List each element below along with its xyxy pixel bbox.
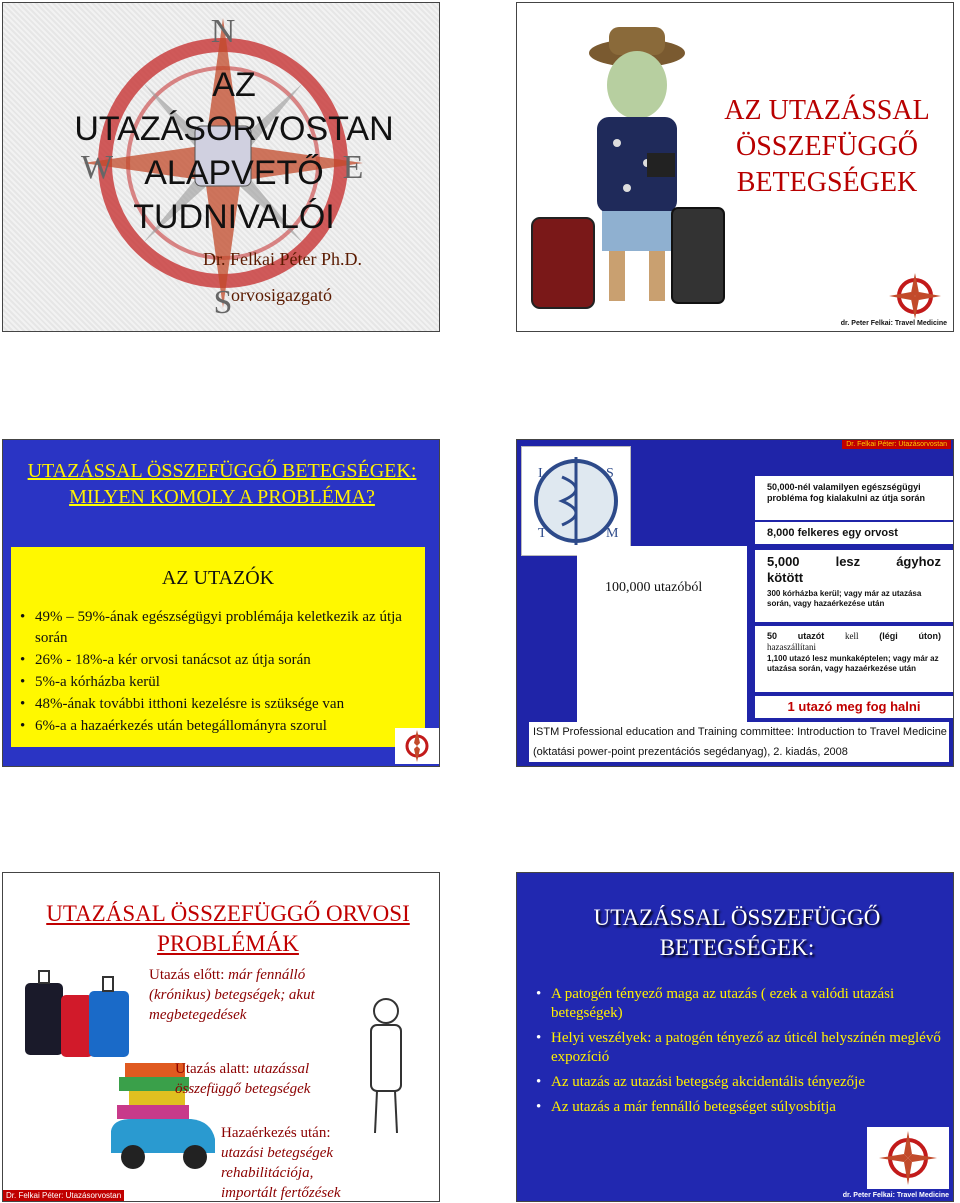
slide6-footer: dr. Peter Felkai: Travel Medicine xyxy=(842,1192,949,1199)
stat-cell-4: 50 utazót kell (légi úton) hazaszállítani 1,100 utazó lesz munkaképtelen; vagy már az utazása során, vagy hazaérkezése után xyxy=(755,626,953,692)
tired-traveller-illustration xyxy=(527,13,727,323)
after-travel-text: Hazaérkezés után: utazási betegségek rehabilitációja, importált fertőzések xyxy=(221,1125,341,1201)
list-item: • 48%-ának további itthoni kezelésre is szüksége van xyxy=(35,694,425,715)
doctor-illustration xyxy=(361,993,411,1143)
list-item: • Az utazás az utazási betegség akcidentális tényezője xyxy=(551,1073,941,1092)
svg-text:M: M xyxy=(606,526,619,541)
stat-cell-5: 1 utazó meg fog halni xyxy=(755,696,953,718)
during-travel-text: Utazás alatt: utazással összefüggő betegségek xyxy=(175,1061,311,1097)
svg-text:T: T xyxy=(538,526,547,541)
stats-base-label: 100,000 utazóból xyxy=(605,580,703,595)
travellers-box xyxy=(11,547,425,747)
slide-title xyxy=(2,2,440,332)
slide6-title: UTAZÁSSAL ÖSSZEFÜGGŐ BETEGSÉGEK: xyxy=(593,905,881,960)
istm-reference: ISTM Professional education and Training committee: Introduction to Travel Medicine (oktatási power-point prezentációs segédanyag), 2. kiadás, 2008 xyxy=(529,722,949,762)
stats-left-cell xyxy=(577,546,747,736)
slide5-footer: Dr. Felkai Péter: Utazásorvostan xyxy=(3,1190,124,1201)
slide-medical-problems xyxy=(2,872,440,1202)
compass-letter-s: S xyxy=(213,284,233,321)
stat-cell-3: 5,000 lesz ágyhoz kötött 300 kórházba kerül; vagy már az utazása során, vagy hazaérkezése után xyxy=(755,550,953,622)
compass-letter-n: N xyxy=(210,13,236,50)
travellers-box-title: AZ UTAZÓK xyxy=(161,567,275,589)
slide4-header: Dr. Felkai Péter: Utazásorvostan xyxy=(842,440,951,449)
compass-letter-e: E xyxy=(342,149,364,186)
slide2-footer: dr. Peter Felkai: Travel Medicine xyxy=(840,320,947,327)
istm-logo-icon xyxy=(521,446,631,556)
slide1-author: Dr. Felkai Péter Ph.D. xyxy=(203,249,362,269)
slide-disease-types xyxy=(516,872,954,1202)
compass-logo-icon xyxy=(867,1127,949,1189)
list-item: • A patogén tényező maga az utazás ( ezek a valódi utazási betegségek) xyxy=(551,985,941,1023)
slide3-title: UTAZÁSSAL ÖSSZEFÜGGŐ BETEGSÉGEK: MILYEN KOMOLY A PROBLÉMA? xyxy=(27,460,417,508)
list-item: • Helyi veszélyek: a patogén tényező az úticél helyszínén meglévő expozíció xyxy=(551,1029,941,1067)
slide-how-serious xyxy=(2,439,440,767)
svg-text:S: S xyxy=(606,466,614,481)
compass-logo-icon xyxy=(885,271,945,321)
list-item: • 5%-a kórházba kerül xyxy=(35,672,425,693)
slide5-title: UTAZÁSAL ÖSSZEFÜGGŐ ORVOSI PROBLÉMÁK xyxy=(46,901,410,956)
compass-letter-w: W xyxy=(80,149,114,186)
before-travel-text: Utazás előtt: már fennálló (krónikus) betegségek; akut megbetegedések xyxy=(149,967,315,1023)
list-item: • 26% - 18%-a kér orvosi tanácsot az útja során xyxy=(35,650,425,671)
list-item: • 6%-a a hazaérkezés után betegállományra szorul xyxy=(35,716,425,737)
disease-types-list xyxy=(551,985,941,1123)
slide-diseases-intro xyxy=(516,2,954,332)
list-item: • 49% – 59%-ának egészségügyi problémája keletkezik az útja során xyxy=(35,607,425,649)
stat-cell-2: 8,000 felkeres egy orvost xyxy=(755,522,953,544)
compass-logo-icon xyxy=(395,728,439,764)
travellers-list xyxy=(11,607,425,738)
slide2-title: AZ UTAZÁSSAL ÖSSZEFÜGGŐ BETEGSÉGEK xyxy=(724,95,930,198)
svg-text:I: I xyxy=(538,466,543,481)
list-item: • Az utazás a már fennálló betegséget súlyosbítja xyxy=(551,1098,941,1117)
stat-cell-1: 50,000-nél valamilyen egészségügyi probléma fog kialakulni az útja során xyxy=(755,476,953,520)
slide1-role: orvosigazgató xyxy=(231,285,332,305)
suitcases-illustration xyxy=(21,963,139,1063)
slide1-title: AZ UTAZÁSORVOSTAN ALAPVETŐ TUDNIVALÓI xyxy=(74,66,394,236)
slide-statistics xyxy=(516,439,954,767)
